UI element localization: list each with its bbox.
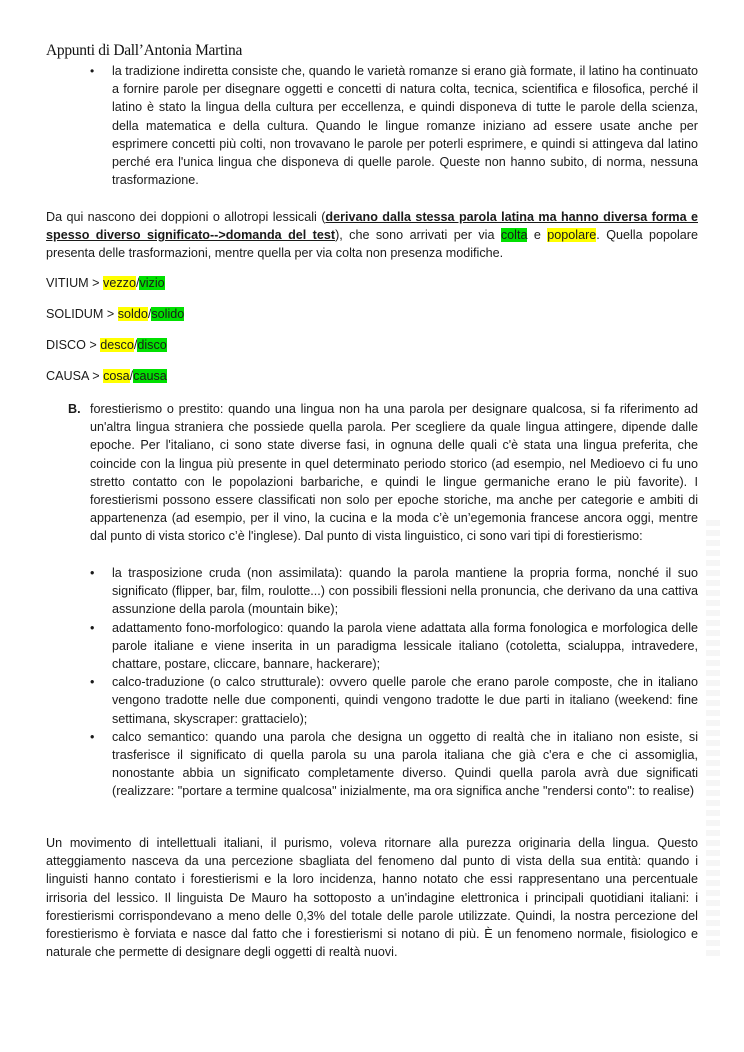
example-latin: SOLIDUM <box>46 307 104 321</box>
doppioni-text-after: . Quella popolare presenta delle trasformazioni, mentre quella per via colta non presenza modifiche. <box>46 228 699 261</box>
intro-bullet-list <box>90 62 698 189</box>
section-b-marker: B. <box>68 402 81 416</box>
example-separator: > <box>85 338 101 352</box>
list-item-text: la trasposizione cruda (non assimilata): quando la parola mantiene la propria forma, nonché il suo significato (flipper, bar, film, roulotte...) con possibili flessioni nella pronuncia, che derivano da una cattiva assunzione della parola (mountain bike); <box>112 566 698 617</box>
list-item-text: calco semantico: quando una parola che designa un oggetto di realtà che in italiano non esiste, si trasferisce il significato di quella parola su una parola italiana che già c'era e che ci assomiglia, nonostante abbia un significato completamente diverso. Quindi quella parola avrà due significati (realizzare: "portare a termine qualcosa" inizialmente, ma ora significa anche "rendersi conto": to realise) <box>112 729 698 799</box>
example-latin: CAUSA <box>46 369 89 383</box>
doppioni-conjunction: e <box>527 228 548 243</box>
bullet-icon: • <box>90 620 95 635</box>
example-latin: DISCO <box>46 338 86 352</box>
example-latin: VITIUM <box>46 276 89 290</box>
intro-bullet-text: la tradizione indiretta consiste che, quando le varietà romanze si erano già formate, il latino ha continuato a fornire parole per disegnare oggetti e concetti di natura colta, tecnica, scientifica e filosofica, perché il latino è stato la lingua della cultura per eccellenza, e quindi disponeva di tutte le parole della scienza, della matematica e della cultura. Quando le lingue romanze iniziano ad essere usate anche per esprimere concetti più colti, non trovavano le parole per poterli esprimere, e quindi si attingeva dal latino perché era l'unica lingua che disponeva di quelle parole. Queste non hanno subito, di norma, nessuna trasformazione. <box>112 64 698 188</box>
example-colta: disco <box>137 338 167 352</box>
example-slash: / <box>147 307 152 321</box>
example-separator: > <box>88 369 104 383</box>
list-item <box>90 673 698 728</box>
doppioni-paragraph <box>46 208 698 263</box>
section-b-text: forestierismo o prestito: quando una lingua non ha una parola per designare qualcosa, si fa riferimento ad un'altra lingua straniera che possiede quella parola. Per scegliere da quale lingua attingere, dipende dalle epoche. Per l'italiano, ci sono state diverse fasi, in ognuna delle quali c'è stata una lingua preferita, che coincide con la lingua più presente in quel determinato periodo storico (ad esempio, nel Medioevo ci fu uno stretto contatto con le popolazioni barbariche, e quindi le lingue germaniche erano le più favorite). I forestierismi possono essere classificati non solo per epoche storiche, ma anche per categorie e ambiti di appartenenza (ad esempio, per il vino, la cucina e la moda c’è un’egemonia francese ancora oggi, mentre dal punto di vista storico c’è l'inglese). Dal punto di vista linguistico, ci sono vari tipi di forestierismo: <box>90 402 698 544</box>
example-popolare: vezzo <box>103 276 136 290</box>
highlight-popolare: popolare <box>547 228 597 243</box>
example-separator: > <box>103 307 118 321</box>
example-colta: solido <box>151 307 185 321</box>
example-popolare: cosa <box>103 369 130 383</box>
bullet-icon: • <box>90 64 95 78</box>
document-header: Appunti di Dall’Antonia Martina <box>46 42 243 59</box>
bullet-icon: • <box>90 566 95 580</box>
list-item <box>90 619 698 674</box>
example-popolare: desco <box>100 338 134 352</box>
example-slash: / <box>135 276 140 290</box>
doppioni-text-before: Da qui nascono dei doppioni o allotropi lessicali ( <box>46 210 326 224</box>
example-slash: / <box>133 338 138 352</box>
example-row <box>46 276 165 290</box>
doppioni-text-middle: ), che sono arrivati per via <box>335 228 501 243</box>
list-item <box>90 564 698 619</box>
example-colta: causa <box>133 369 167 383</box>
example-popolare: soldo <box>117 307 148 321</box>
example-row <box>46 369 167 383</box>
forestierismo-types-list <box>90 564 698 801</box>
example-colta: vizio <box>139 276 165 290</box>
highlight-colta: colta <box>500 228 528 243</box>
section-b <box>68 400 698 546</box>
list-item <box>90 62 698 189</box>
bullet-icon: • <box>90 675 95 690</box>
example-slash: / <box>129 369 134 383</box>
list-item <box>90 728 698 801</box>
example-separator: > <box>88 276 104 290</box>
purismo-paragraph: Un movimento di intellettuali italiani, il purismo, voleva ritornare alla purezza originaria della lingua. Questo atteggiamento nasceva da una percezione sbagliata del fenomeno dal punto di vista della sua entità: quando i linguisti hanno contato i forestierismi e la loro incidenza, hanno notato che essi rappresentano una percentuale irrisoria del lessico. Il linguista De Mauro ha sottoposto a un'indagine elettronica i principali quotidiani italiani: i forestierismi corrispondevano a meno delle 0,3% del totale delle parole utilizzate. Quindi, la nostra percezione del forestierismo è forviata e nasce dal fatto che i forestierismi si notano di più. È un fenomeno normale, fisiologico e naturale che permette di designare degli oggetti di realtà nuovi. <box>46 836 698 960</box>
list-item-text: calco-traduzione (o calco strutturale): ovvero quelle parole che erano parole composte, che in italiano vengono tradotte nelle due componenti, quindi vengono tradotte le due parti in italiano (weekend: fine settimana, skyscraper: grattacielo); <box>112 675 698 726</box>
doppioni-emphasis: derivano dalla stessa parola latina ma hanno diversa forma e spesso diverso significato-->domanda del test <box>46 210 698 243</box>
example-row <box>46 307 184 321</box>
example-row <box>46 338 167 352</box>
bullet-icon: • <box>90 729 95 744</box>
watermark <box>706 520 720 960</box>
list-item-text: adattamento fono-morfologico: quando la parola viene adattata alla forma fonologica e morfologica delle parole italiane e viene inserita in un paradigma lessicale italiano (cotoletta, scialuppa, intravedere, chattare, postare, cliccare, bannare, hackerare); <box>112 620 698 672</box>
